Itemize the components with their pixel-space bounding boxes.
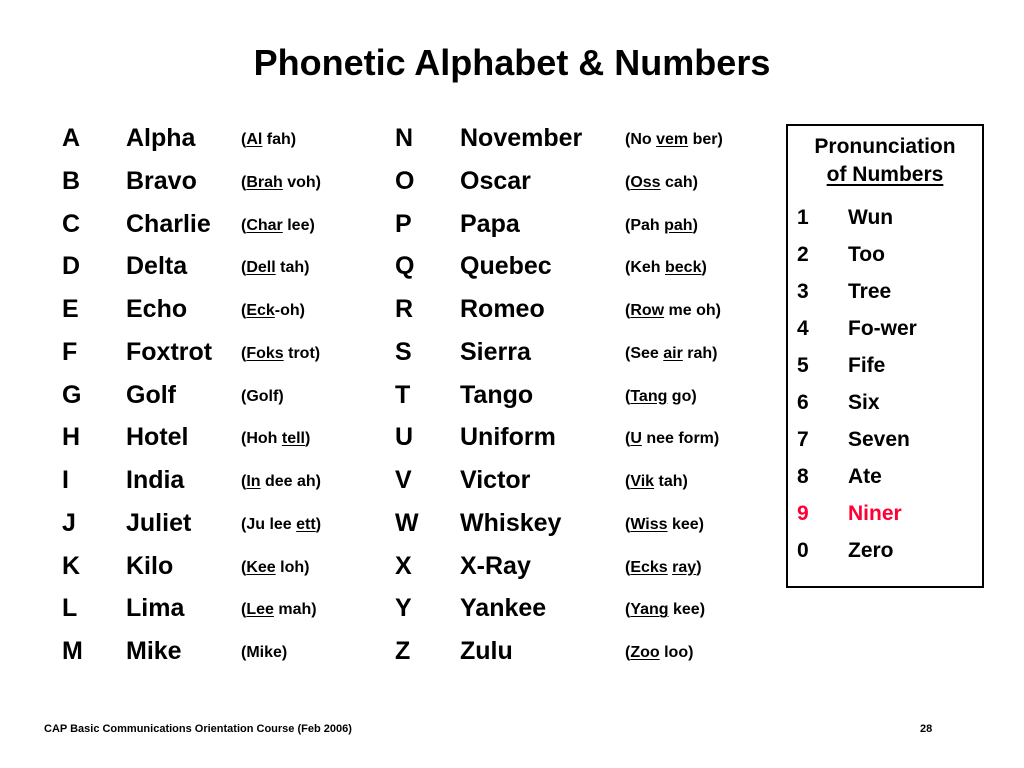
phonetic-word: November — [460, 124, 583, 152]
pronunciation-segment: trot) — [283, 344, 321, 362]
number-row — [788, 532, 982, 569]
number-digit: 9 — [797, 502, 809, 525]
pronunciation-segment: fah) — [262, 131, 297, 148]
pronunciation-segment: ( — [625, 473, 631, 490]
phonetic-word: Lima — [126, 594, 185, 623]
stressed-syllable: Row — [630, 302, 665, 319]
alphabet-letter: Q — [395, 252, 415, 281]
phonetic-word: Papa — [460, 209, 520, 238]
alphabet-letter: A — [62, 124, 81, 152]
alphabet-letter: Y — [395, 594, 412, 623]
stressed-syllable: ray — [672, 558, 697, 576]
stressed-syllable: Vik — [630, 473, 655, 490]
number-digit: 8 — [797, 465, 809, 488]
number-digit: 6 — [797, 391, 809, 414]
pronunciation — [241, 589, 317, 631]
number-row — [788, 199, 982, 236]
pronunciation-segment: ( — [241, 473, 247, 490]
pronunciation — [625, 119, 723, 161]
number-pronunciation: Seven — [848, 428, 910, 451]
number-pronunciation: Tree — [848, 280, 892, 303]
number-pronunciation: Fife — [848, 354, 886, 377]
number-pronunciation: Too — [848, 243, 885, 266]
stressed-syllable: Wiss — [630, 515, 668, 533]
phonetic-word: X-Ray — [460, 551, 531, 580]
pronunciation-segment: (Hoh — [241, 430, 282, 448]
pronunciation-segment: ) — [692, 216, 698, 234]
number-row — [788, 236, 982, 273]
number-pronunciation: Zero — [848, 539, 894, 562]
pronunciation — [241, 205, 315, 247]
number-digit: 2 — [797, 243, 809, 266]
alphabet-letter: M — [62, 637, 83, 665]
phonetic-word: Golf — [126, 380, 176, 409]
pronunciation — [625, 504, 704, 546]
pronunciation — [625, 205, 698, 247]
phonetic-word: Kilo — [126, 551, 174, 580]
pronunciation — [625, 333, 718, 375]
pronunciation-segment: ( — [625, 644, 631, 661]
phonetic-word: Alpha — [126, 124, 196, 152]
number-row — [788, 495, 982, 532]
alphabet-letter: I — [62, 466, 69, 494]
stressed-syllable: Tang — [630, 387, 668, 405]
phonetic-word: Charlie — [126, 209, 211, 238]
number-digit: 4 — [797, 317, 809, 340]
pronunciation-segment: ) — [315, 515, 322, 533]
pronunciation-segment: ber) — [688, 131, 723, 148]
pronunciation — [625, 247, 707, 289]
alphabet-letter: G — [62, 380, 82, 409]
pronunciation-segment: -oh) — [274, 302, 305, 319]
phonetic-word: Sierra — [460, 337, 531, 366]
pronunciation — [625, 589, 705, 631]
phonetic-word: Mike — [126, 637, 182, 665]
numbers-pronunciation-box — [786, 124, 984, 588]
pronunciation — [625, 290, 721, 332]
alphabet-letter: O — [395, 166, 415, 195]
alphabet-letter: U — [395, 423, 414, 452]
numbers-list — [788, 199, 982, 569]
alphabet-letter: N — [395, 124, 414, 152]
phonetic-word: Delta — [126, 252, 188, 281]
stressed-syllable: Al — [246, 131, 263, 148]
alphabet-letter: W — [395, 508, 419, 537]
phonetic-word: India — [126, 466, 185, 494]
number-row — [788, 458, 982, 495]
stressed-syllable: Brah — [246, 173, 283, 191]
pronunciation-segment: ) — [305, 430, 311, 448]
phonetic-word: Juliet — [126, 508, 192, 537]
pronunciation-segment: ( — [241, 302, 247, 319]
number-pronunciation: Ate — [848, 465, 882, 488]
pronunciation-segment: (Pah — [625, 216, 665, 234]
stressed-syllable: air — [663, 344, 683, 362]
pronunciation-segment: ( — [625, 601, 631, 619]
pronunciation — [625, 461, 688, 503]
pronunciation-segment: tah) — [275, 259, 310, 277]
pronunciation-segment: ( — [241, 259, 247, 277]
alphabet-letter: P — [395, 209, 412, 238]
stressed-syllable: Yang — [630, 601, 669, 619]
stressed-syllable: Ecks — [630, 558, 668, 576]
pronunciation-segment: (Ju lee — [241, 515, 297, 533]
stressed-syllable: beck — [665, 259, 702, 277]
footer-page-number: 28 — [920, 723, 933, 735]
alphabet-letter: V — [395, 466, 412, 494]
alphabet-letter: H — [62, 423, 81, 452]
number-digit: 7 — [797, 428, 809, 451]
numbers-box-heading — [788, 133, 982, 189]
number-row — [788, 384, 982, 421]
alphabet-letter: L — [62, 594, 78, 623]
pronunciation — [241, 290, 305, 332]
phonetic-word: Quebec — [460, 252, 552, 281]
alphabet-letter: E — [62, 295, 79, 323]
phonetic-word: Bravo — [126, 166, 197, 195]
pronunciation-segment: mah) — [273, 601, 317, 619]
phonetic-word: Uniform — [460, 423, 556, 452]
stressed-syllable: Oss — [630, 173, 661, 191]
pronunciation — [241, 632, 287, 674]
pronunciation-segment: nee form) — [641, 430, 720, 448]
pronunciation-segment: rah) — [682, 344, 718, 362]
pronunciation — [241, 119, 296, 161]
alphabet-letter: C — [62, 209, 81, 238]
pronunciation-segment: ( — [241, 601, 247, 619]
number-digit: 0 — [797, 539, 809, 562]
stressed-syllable: tell — [281, 430, 305, 448]
alphabet-letter: X — [395, 551, 412, 580]
pronunciation — [241, 504, 321, 546]
pronunciation — [241, 461, 321, 503]
alphabet-letter: Z — [395, 637, 411, 665]
numbers-heading-line1: Pronunciation — [814, 135, 956, 158]
pronunciation-segment: ( — [625, 558, 631, 576]
numbers-heading-line2: of Numbers — [826, 163, 944, 186]
alphabet-letter: J — [62, 508, 76, 537]
pronunciation-segment: (Keh — [625, 259, 665, 277]
footer-course-title: CAP Basic Communications Orientation Course (Feb 2006) — [44, 723, 352, 735]
stressed-syllable: Foks — [246, 344, 284, 362]
phonetic-word: Yankee — [460, 594, 547, 623]
pronunciation-segment: ( — [625, 302, 631, 319]
alphabet-letter: D — [62, 252, 81, 281]
pronunciation — [241, 547, 309, 589]
pronunciation-segment: go) — [667, 387, 697, 405]
number-digit: 5 — [797, 354, 809, 377]
pronunciation-segment: ( — [241, 558, 247, 576]
pronunciation — [241, 247, 309, 289]
number-row — [788, 273, 982, 310]
stressed-syllable: Char — [246, 216, 283, 234]
phonetic-word: Echo — [126, 295, 188, 323]
phonetic-word: Foxtrot — [126, 337, 213, 366]
stressed-syllable: ett — [296, 515, 316, 533]
pronunciation-segment: loh) — [275, 558, 310, 576]
number-pronunciation: Six — [848, 391, 880, 414]
pronunciation-segment: (Mike) — [241, 644, 288, 661]
pronunciation-segment: (No — [625, 131, 657, 148]
stressed-syllable: In — [246, 473, 261, 490]
stressed-syllable: Zoo — [630, 644, 660, 661]
pronunciation — [625, 162, 698, 204]
number-pronunciation: Fo-wer — [848, 317, 917, 340]
stressed-syllable: Lee — [246, 601, 274, 619]
pronunciation-segment: ( — [625, 387, 631, 405]
stressed-syllable: Kee — [246, 558, 276, 576]
alphabet-letter: S — [395, 337, 412, 366]
pronunciation — [241, 418, 310, 460]
pronunciation-segment: ( — [625, 173, 631, 191]
stressed-syllable: vem — [656, 131, 689, 148]
pronunciation-segment: (See — [625, 344, 664, 362]
alphabet-letter: F — [62, 337, 78, 366]
pronunciation-segment: dee ah) — [260, 473, 322, 490]
pronunciation — [625, 418, 719, 460]
stressed-syllable: U — [630, 430, 642, 448]
pronunciation-segment: ( — [241, 344, 247, 362]
phonetic-word: Whiskey — [460, 508, 562, 537]
pronunciation-segment: ( — [241, 131, 247, 148]
alphabet-letter: R — [395, 295, 414, 323]
phonetic-word: Tango — [460, 380, 534, 409]
stressed-syllable: pah — [664, 216, 693, 234]
pronunciation-segment: kee) — [667, 515, 704, 533]
pronunciation — [625, 632, 693, 674]
alphabet-letter: K — [62, 551, 81, 580]
number-digit: 3 — [797, 280, 809, 303]
stressed-syllable: Dell — [246, 259, 276, 277]
pronunciation-segment: ( — [625, 430, 631, 448]
alphabet-letter: B — [62, 166, 81, 195]
phonetic-word: Victor — [460, 466, 531, 494]
pronunciation-segment: ( — [625, 515, 631, 533]
pronunciation — [241, 376, 284, 418]
phonetic-word: Romeo — [460, 295, 545, 323]
number-row — [788, 310, 982, 347]
pronunciation-segment: kee) — [668, 601, 706, 619]
slide-title: Phonetic Alphabet & Numbers — [253, 42, 771, 83]
pronunciation-segment: ( — [241, 216, 247, 234]
number-row — [788, 421, 982, 458]
stressed-syllable: Eck — [246, 302, 275, 319]
number-row — [788, 347, 982, 384]
pronunciation — [241, 162, 321, 204]
pronunciation — [625, 376, 697, 418]
pronunciation — [625, 547, 702, 589]
phonetic-word: Zulu — [460, 637, 513, 665]
pronunciation-segment: lee) — [282, 216, 315, 234]
pronunciation-segment: ( — [241, 173, 247, 191]
phonetic-word: Oscar — [460, 166, 531, 195]
number-pronunciation: Wun — [848, 206, 894, 229]
pronunciation-segment: loo) — [659, 644, 694, 661]
pronunciation — [241, 333, 320, 375]
phonetic-word: Hotel — [126, 423, 189, 452]
pronunciation-segment: voh) — [282, 173, 321, 191]
pronunciation-segment: me oh) — [664, 302, 721, 319]
number-pronunciation: Niner — [848, 502, 902, 525]
pronunciation-segment: tah) — [654, 473, 688, 490]
pronunciation-segment: ) — [696, 558, 702, 576]
pronunciation-segment: (Golf) — [241, 387, 284, 405]
pronunciation-segment: ) — [701, 259, 707, 277]
pronunciation-segment: cah) — [660, 173, 698, 191]
alphabet-letter: T — [395, 380, 411, 409]
number-digit: 1 — [797, 206, 809, 229]
